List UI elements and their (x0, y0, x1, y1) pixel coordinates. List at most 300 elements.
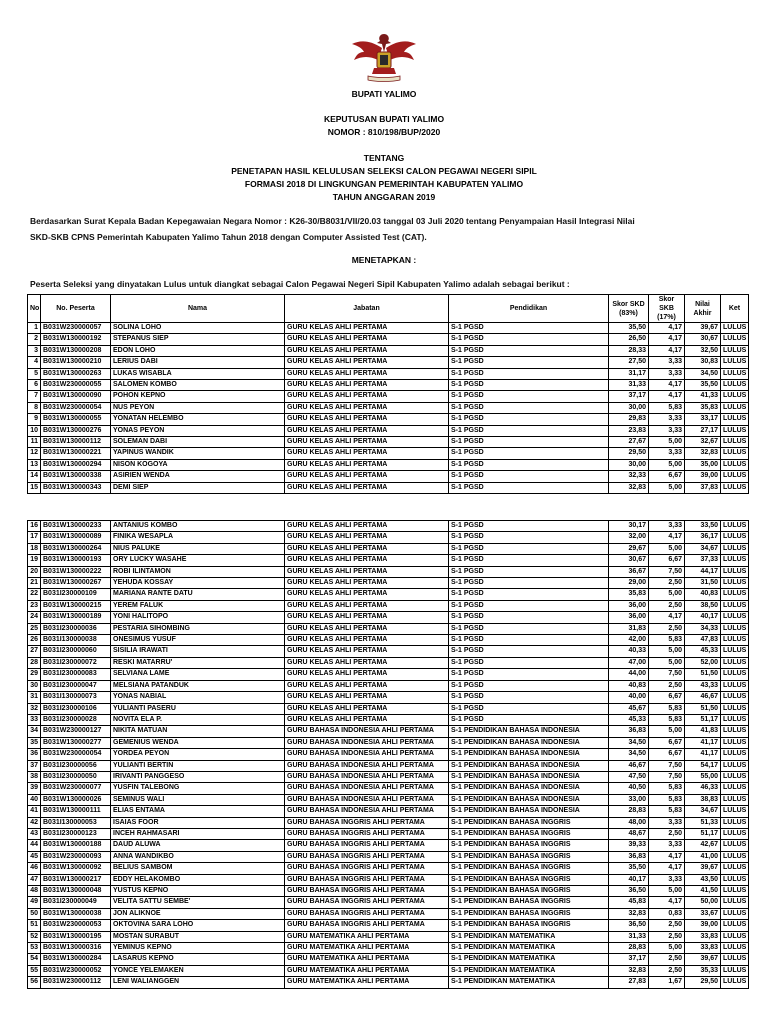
skb-score-cell: 4,17 (649, 323, 685, 334)
skd-score-cell: 32,00 (609, 532, 649, 543)
education-cell: S-1 PENDIDIKAN MATEMATIKA (449, 954, 609, 965)
row-number-cell: 54 (28, 954, 41, 965)
skb-score-cell: 5,00 (649, 482, 685, 493)
skb-score-cell: 5,83 (649, 783, 685, 794)
skd-score-cell: 31,33 (609, 931, 649, 942)
participant-name-cell: INCEH RAHMASARI (111, 828, 285, 839)
participant-name-cell: EDDY HELAKOMBO (111, 874, 285, 885)
col-header: Jabatan (285, 295, 449, 323)
skb-score-cell: 2,50 (649, 600, 685, 611)
subject-line-1: PENETAPAN HASIL KELULUSAN SELEKSI CALON PEGAWAI NEGERI SIPIL (231, 166, 537, 176)
status-cell: LULUS (721, 851, 749, 862)
final-score-cell: 32,83 (685, 448, 721, 459)
row-number-cell: 3 (28, 345, 41, 356)
status-cell: LULUS (721, 425, 749, 436)
table-row (28, 714, 749, 725)
skd-score-cell: 40,17 (609, 874, 649, 885)
final-score-cell: 52,00 (685, 657, 721, 668)
participant-name-cell: YONAS NABIAL (111, 692, 285, 703)
status-cell: LULUS (721, 692, 749, 703)
final-score-cell: 39,67 (685, 863, 721, 874)
row-number-cell: 44 (28, 840, 41, 851)
position-cell: GURU KELAS AHLI PERTAMA (285, 543, 449, 554)
graduates-table-part-1 (27, 294, 749, 494)
skd-score-cell: 26,50 (609, 334, 649, 345)
position-cell: GURU BAHASA INGGRIS AHLI PERTAMA (285, 908, 449, 919)
about-label: TENTANG (363, 153, 405, 163)
table-row (28, 680, 749, 691)
participant-number-cell: B031W130000192 (41, 334, 111, 345)
participant-name-cell: POHON KEPNO (111, 391, 285, 402)
skd-score-cell: 39,33 (609, 840, 649, 851)
table-row (28, 543, 749, 554)
final-score-cell: 38,50 (685, 600, 721, 611)
skd-score-cell: 36,00 (609, 600, 649, 611)
education-cell: S-1 PGSD (449, 600, 609, 611)
table-row (28, 425, 749, 436)
position-cell: GURU KELAS AHLI PERTAMA (285, 635, 449, 646)
row-number-cell: 18 (28, 543, 41, 554)
skb-score-cell: 5,83 (649, 703, 685, 714)
table-row (28, 703, 749, 714)
status-cell: LULUS (721, 669, 749, 680)
final-score-cell: 39,00 (685, 920, 721, 931)
table-row (28, 623, 749, 634)
participant-number-cell: B031W130000210 (41, 357, 111, 368)
participant-name-cell: SALOMEN KOMBO (111, 380, 285, 391)
table-row (28, 828, 749, 839)
row-number-cell: 11 (28, 437, 41, 448)
position-cell: GURU KELAS AHLI PERTAMA (285, 323, 449, 334)
row-number-cell: 12 (28, 448, 41, 459)
education-cell: S-1 PGSD (449, 334, 609, 345)
education-cell: S-1 PENDIDIKAN BAHASA INDONESIA (449, 771, 609, 782)
participant-name-cell: IRIVANTI PANGGESO (111, 771, 285, 782)
table-row (28, 532, 749, 543)
skd-score-cell: 36,00 (609, 612, 649, 623)
participant-number-cell: B031W130000263 (41, 368, 111, 379)
final-score-cell: 40,83 (685, 589, 721, 600)
participant-name-cell: LERIUS DABI (111, 357, 285, 368)
skb-score-cell: 5,00 (649, 943, 685, 954)
participant-number-cell: B031W230000077 (41, 783, 111, 794)
row-number-cell: 45 (28, 851, 41, 862)
participant-number-cell: B031W130000189 (41, 612, 111, 623)
skd-score-cell: 30,00 (609, 402, 649, 413)
status-cell: LULUS (721, 646, 749, 657)
participant-number-cell: B031W130000055 (41, 414, 111, 425)
skb-score-cell: 5,00 (649, 726, 685, 737)
final-score-cell: 31,50 (685, 578, 721, 589)
participant-number-cell: B031I130000038 (41, 635, 111, 646)
row-number-cell: 42 (28, 817, 41, 828)
participant-name-cell: STEPANUS SIEP (111, 334, 285, 345)
skb-score-cell: 4,17 (649, 391, 685, 402)
education-cell: S-1 PGSD (449, 448, 609, 459)
participant-name-cell: VELITA SATTU SEMBE' (111, 897, 285, 908)
skb-score-cell: 7,50 (649, 669, 685, 680)
participant-number-cell: B031W130000038 (41, 908, 111, 919)
participant-number-cell: B031W130000026 (41, 794, 111, 805)
skb-score-cell: 6,67 (649, 737, 685, 748)
skb-score-cell: 4,17 (649, 345, 685, 356)
skb-score-cell: 5,83 (649, 794, 685, 805)
participant-name-cell: ORY LUCKY WASAHE (111, 555, 285, 566)
table-row (28, 334, 749, 345)
position-cell: GURU KELAS AHLI PERTAMA (285, 425, 449, 436)
participant-number-cell: B031I230000106 (41, 703, 111, 714)
final-score-cell: 32,50 (685, 345, 721, 356)
table-row (28, 357, 749, 368)
position-cell: GURU BAHASA INDONESIA AHLI PERTAMA (285, 806, 449, 817)
status-cell: LULUS (721, 977, 749, 988)
skb-score-cell: 6,67 (649, 692, 685, 703)
education-cell: S-1 PGSD (449, 646, 609, 657)
row-number-cell: 17 (28, 532, 41, 543)
position-cell: GURU BAHASA INDONESIA AHLI PERTAMA (285, 760, 449, 771)
table-row (28, 521, 749, 532)
participant-number-cell: B031I230000123 (41, 828, 111, 839)
participant-name-cell: SEMINUS WALI (111, 794, 285, 805)
skb-score-cell: 4,17 (649, 863, 685, 874)
skd-score-cell: 30,00 (609, 459, 649, 470)
participant-number-cell: B031W130000264 (41, 543, 111, 554)
participant-number-cell: B031W230000112 (41, 977, 111, 988)
position-cell: GURU KELAS AHLI PERTAMA (285, 380, 449, 391)
status-cell: LULUS (721, 771, 749, 782)
education-cell: S-1 PENDIDIKAN BAHASA INGGRIS (449, 897, 609, 908)
participant-number-cell: B031I230000050 (41, 771, 111, 782)
table-row (28, 771, 749, 782)
col-header: Skor SKB (17%) (649, 295, 685, 323)
skb-score-cell: 5,00 (649, 437, 685, 448)
position-cell: GURU BAHASA INGGRIS AHLI PERTAMA (285, 840, 449, 851)
education-cell: S-1 PGSD (449, 437, 609, 448)
education-cell: S-1 PGSD (449, 703, 609, 714)
participant-number-cell: B031I130000053 (41, 817, 111, 828)
row-number-cell: 51 (28, 920, 41, 931)
row-number-cell: 52 (28, 931, 41, 942)
skb-score-cell: 2,50 (649, 578, 685, 589)
position-cell: GURU KELAS AHLI PERTAMA (285, 448, 449, 459)
table-row (28, 806, 749, 817)
skb-score-cell: 5,00 (649, 543, 685, 554)
row-number-cell: 15 (28, 482, 41, 493)
row-number-cell: 21 (28, 578, 41, 589)
education-cell: S-1 PGSD (449, 566, 609, 577)
participant-number-cell: B031I230000060 (41, 646, 111, 657)
skb-score-cell: 5,83 (649, 635, 685, 646)
skb-score-cell: 7,50 (649, 771, 685, 782)
final-score-cell: 27,17 (685, 425, 721, 436)
status-cell: LULUS (721, 448, 749, 459)
row-number-cell: 29 (28, 669, 41, 680)
status-cell: LULUS (721, 726, 749, 737)
skd-score-cell: 35,83 (609, 589, 649, 600)
row-number-cell: 36 (28, 749, 41, 760)
participant-number-cell: B031W230000053 (41, 920, 111, 931)
table-row (28, 863, 749, 874)
final-score-cell: 47,83 (685, 635, 721, 646)
participant-name-cell: ANNA WANDIKBO (111, 851, 285, 862)
skd-score-cell: 35,50 (609, 863, 649, 874)
participant-number-cell: B031I230000109 (41, 589, 111, 600)
subject-line-2: FORMASI 2018 DI LINGKUNGAN PEMERINTAH KABUPATEN YALIMO (244, 179, 524, 189)
skb-score-cell: 3,33 (649, 368, 685, 379)
skb-score-cell: 3,33 (649, 840, 685, 851)
position-cell: GURU KELAS AHLI PERTAMA (285, 459, 449, 470)
position-cell: GURU BAHASA INGGRIS AHLI PERTAMA (285, 863, 449, 874)
participant-name-cell: FINIKA WESAPLA (111, 532, 285, 543)
skb-score-cell: 3,33 (649, 425, 685, 436)
education-cell: S-1 PENDIDIKAN BAHASA INGGRIS (449, 863, 609, 874)
participant-name-cell: YUSTUS KEPNO (111, 886, 285, 897)
final-score-cell: 32,67 (685, 437, 721, 448)
status-cell: LULUS (721, 908, 749, 919)
table-row (28, 886, 749, 897)
position-cell: GURU KELAS AHLI PERTAMA (285, 471, 449, 482)
skd-score-cell: 29,67 (609, 543, 649, 554)
position-cell: GURU BAHASA INGGRIS AHLI PERTAMA (285, 828, 449, 839)
skd-score-cell: 31,17 (609, 368, 649, 379)
status-cell: LULUS (721, 600, 749, 611)
skd-score-cell: 30,67 (609, 555, 649, 566)
skd-score-cell: 27,83 (609, 977, 649, 988)
table-row (28, 391, 749, 402)
status-cell: LULUS (721, 840, 749, 851)
participant-number-cell: B031W130000195 (41, 931, 111, 942)
participant-name-cell: ISAIAS FOOR (111, 817, 285, 828)
decree-title: KEPUTUSAN BUPATI YALIMO (323, 114, 445, 124)
status-cell: LULUS (721, 931, 749, 942)
position-cell: GURU BAHASA INDONESIA AHLI PERTAMA (285, 749, 449, 760)
skd-score-cell: 32,83 (609, 908, 649, 919)
table-row (28, 482, 749, 493)
skb-score-cell: 6,67 (649, 749, 685, 760)
education-cell: S-1 PGSD (449, 635, 609, 646)
status-cell: LULUS (721, 334, 749, 345)
education-cell: S-1 PENDIDIKAN MATEMATIKA (449, 977, 609, 988)
skb-score-cell: 5,00 (649, 646, 685, 657)
row-number-cell: 4 (28, 357, 41, 368)
skb-score-cell: 2,50 (649, 623, 685, 634)
status-cell: LULUS (721, 783, 749, 794)
education-cell: S-1 PGSD (449, 589, 609, 600)
education-cell: S-1 PENDIDIKAN MATEMATIKA (449, 965, 609, 976)
position-cell: GURU BAHASA INGGRIS AHLI PERTAMA (285, 897, 449, 908)
row-number-cell: 31 (28, 692, 41, 703)
skd-score-cell: 45,83 (609, 897, 649, 908)
skd-score-cell: 28,83 (609, 806, 649, 817)
education-cell: S-1 PENDIDIKAN BAHASA INDONESIA (449, 760, 609, 771)
education-cell: S-1 PGSD (449, 612, 609, 623)
status-cell: LULUS (721, 414, 749, 425)
position-cell: GURU KELAS AHLI PERTAMA (285, 623, 449, 634)
final-score-cell: 37,33 (685, 555, 721, 566)
skb-score-cell: 3,33 (649, 817, 685, 828)
participant-name-cell: YULIANTI BERTIN (111, 760, 285, 771)
skd-score-cell: 29,50 (609, 448, 649, 459)
participant-number-cell: B031W130000267 (41, 578, 111, 589)
position-cell: GURU BAHASA INDONESIA AHLI PERTAMA (285, 726, 449, 737)
final-score-cell: 44,17 (685, 566, 721, 577)
participant-number-cell: B031W130000208 (41, 345, 111, 356)
participant-number-cell: B031W130000092 (41, 863, 111, 874)
participant-number-cell: B031W130000277 (41, 737, 111, 748)
participant-name-cell: NOVITA ELA P. (111, 714, 285, 725)
participant-number-cell: B031W230000052 (41, 965, 111, 976)
table-row (28, 323, 749, 334)
skd-score-cell: 28,83 (609, 943, 649, 954)
table-row (28, 817, 749, 828)
skb-score-cell: 3,33 (649, 874, 685, 885)
table-row (28, 760, 749, 771)
skd-score-cell: 32,83 (609, 482, 649, 493)
position-cell: GURU KELAS AHLI PERTAMA (285, 714, 449, 725)
status-cell: LULUS (721, 578, 749, 589)
education-cell: S-1 PGSD (449, 521, 609, 532)
skd-score-cell: 36,83 (609, 851, 649, 862)
skb-score-cell: 3,33 (649, 448, 685, 459)
position-cell: GURU BAHASA INDONESIA AHLI PERTAMA (285, 794, 449, 805)
participant-name-cell: SOLEMAN DABI (111, 437, 285, 448)
participant-name-cell: YONAS PEYON (111, 425, 285, 436)
education-cell: S-1 PENDIDIKAN BAHASA INGGRIS (449, 817, 609, 828)
position-cell: GURU BAHASA INDONESIA AHLI PERTAMA (285, 771, 449, 782)
status-cell: LULUS (721, 749, 749, 760)
education-cell: S-1 PGSD (449, 657, 609, 668)
skd-score-cell: 27,50 (609, 357, 649, 368)
table-header-row (28, 295, 749, 323)
table-row (28, 851, 749, 862)
education-cell: S-1 PENDIDIKAN BAHASA INDONESIA (449, 783, 609, 794)
final-score-cell: 33,83 (685, 943, 721, 954)
position-cell: GURU BAHASA INGGRIS AHLI PERTAMA (285, 851, 449, 862)
education-cell: S-1 PGSD (449, 414, 609, 425)
status-cell: LULUS (721, 714, 749, 725)
participant-name-cell: OKTOVINA SARA LOHO (111, 920, 285, 931)
final-score-cell: 35,50 (685, 380, 721, 391)
participant-number-cell: B031W130000316 (41, 943, 111, 954)
participant-number-cell: B031W130000111 (41, 806, 111, 817)
participant-name-cell: SISILIA IRAWATI (111, 646, 285, 657)
participant-name-cell: YEHUDA KOSSAY (111, 578, 285, 589)
education-cell: S-1 PGSD (449, 669, 609, 680)
table-row (28, 437, 749, 448)
row-number-cell: 37 (28, 760, 41, 771)
status-cell: LULUS (721, 943, 749, 954)
participant-number-cell: B031I230000072 (41, 657, 111, 668)
final-score-cell: 38,83 (685, 794, 721, 805)
table-row (28, 783, 749, 794)
table-row (28, 692, 749, 703)
participant-number-cell: B031W130000215 (41, 600, 111, 611)
table-row (28, 943, 749, 954)
col-header: Pendidikan (449, 295, 609, 323)
table-row (28, 840, 749, 851)
final-score-cell: 34,67 (685, 543, 721, 554)
status-cell: LULUS (721, 612, 749, 623)
participant-number-cell: B031W130000090 (41, 391, 111, 402)
skb-score-cell: 5,00 (649, 886, 685, 897)
position-cell: GURU BAHASA INDONESIA AHLI PERTAMA (285, 783, 449, 794)
position-cell: GURU MATEMATIKA AHLI PERTAMA (285, 931, 449, 942)
skb-score-cell: 3,33 (649, 521, 685, 532)
position-cell: GURU KELAS AHLI PERTAMA (285, 703, 449, 714)
row-number-cell: 28 (28, 657, 41, 668)
table-row (28, 794, 749, 805)
skd-score-cell: 46,67 (609, 760, 649, 771)
row-number-cell: 13 (28, 459, 41, 470)
skd-score-cell: 40,33 (609, 646, 649, 657)
education-cell: S-1 PGSD (449, 578, 609, 589)
skb-score-cell: 4,17 (649, 612, 685, 623)
final-score-cell: 30,67 (685, 334, 721, 345)
participant-name-cell: NIUS PALUKE (111, 543, 285, 554)
position-cell: GURU KELAS AHLI PERTAMA (285, 589, 449, 600)
skd-score-cell: 37,17 (609, 391, 649, 402)
table-row (28, 380, 749, 391)
row-number-cell: 39 (28, 783, 41, 794)
final-score-cell: 43,50 (685, 874, 721, 885)
position-cell: GURU KELAS AHLI PERTAMA (285, 437, 449, 448)
skd-score-cell: 34,50 (609, 737, 649, 748)
row-number-cell: 14 (28, 471, 41, 482)
final-score-cell: 50,00 (685, 897, 721, 908)
preamble-line-2: SKD-SKB CPNS Pemerintah Kabupaten Yalimo Tahun 2018 dengan Computer Assisted Test (CAT). (30, 232, 427, 242)
status-cell: LULUS (721, 703, 749, 714)
status-cell: LULUS (721, 380, 749, 391)
participant-number-cell: B031W130000112 (41, 437, 111, 448)
table-row (28, 471, 749, 482)
position-cell: GURU KELAS AHLI PERTAMA (285, 345, 449, 356)
row-number-cell: 34 (28, 726, 41, 737)
final-score-cell: 42,67 (685, 840, 721, 851)
table-row (28, 600, 749, 611)
skd-score-cell: 44,00 (609, 669, 649, 680)
col-header: Nama (111, 295, 285, 323)
row-number-cell: 56 (28, 977, 41, 988)
skd-score-cell: 37,17 (609, 954, 649, 965)
education-cell: S-1 PGSD (449, 680, 609, 691)
skd-score-cell: 32,83 (609, 965, 649, 976)
skd-score-cell: 29,00 (609, 578, 649, 589)
table-row (28, 646, 749, 657)
final-score-cell: 46,67 (685, 692, 721, 703)
participant-number-cell: B031W230000093 (41, 851, 111, 862)
skb-score-cell: 4,17 (649, 334, 685, 345)
education-cell: S-1 PGSD (449, 623, 609, 634)
final-score-cell: 43,33 (685, 680, 721, 691)
status-cell: LULUS (721, 920, 749, 931)
decides-label: MENETAPKAN : (351, 255, 417, 265)
participant-name-cell: RESKI MATARRU' (111, 657, 285, 668)
participant-number-cell: B031I230000047 (41, 680, 111, 691)
table-row (28, 578, 749, 589)
status-cell: LULUS (721, 459, 749, 470)
row-number-cell: 16 (28, 521, 41, 532)
participant-name-cell: YONI HALITOPO (111, 612, 285, 623)
participant-number-cell: B031W130000089 (41, 532, 111, 543)
final-score-cell: 33,50 (685, 521, 721, 532)
skd-score-cell: 40,50 (609, 783, 649, 794)
position-cell: GURU KELAS AHLI PERTAMA (285, 555, 449, 566)
graduates-table-part-2 (27, 520, 749, 989)
final-score-cell: 40,17 (685, 612, 721, 623)
table-row (28, 368, 749, 379)
final-score-cell: 41,83 (685, 726, 721, 737)
skd-score-cell: 27,67 (609, 437, 649, 448)
